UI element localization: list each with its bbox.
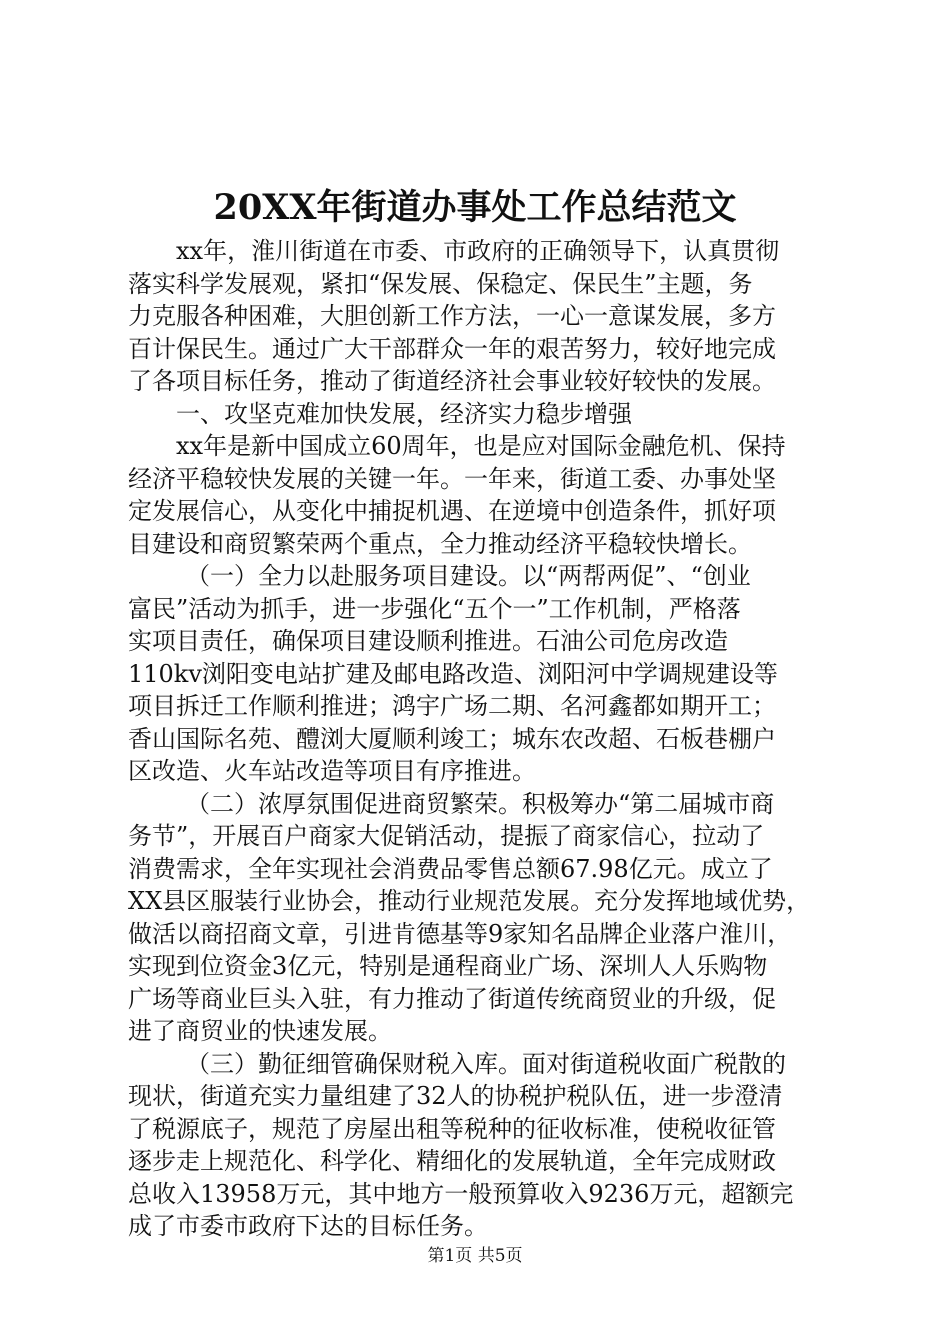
text-line: （二）浓厚氛围促进商贸繁荣。积极筹办“第二届城市商 [186,789,775,818]
text-line: 区改造、火车站改造等项目有序推进。 [128,757,536,785]
text-line: 做活以商招商文章，引进肯德基等9家知名品牌企业落户淮川， [128,919,792,948]
text-line: 总收入13958万元，其中地方一般预算收入9236万元，超额完 [128,1179,794,1208]
text-line: 了税源底子，规范了房屋出租等税种的征收标准，使税收征管 [128,1114,776,1143]
text-line: 实项目责任，确保项目建设顺利推进。石油公司危房改造 [128,627,728,655]
text-line: 目建设和商贸繁荣两个重点，全力推动经济平稳较快增长。 [128,529,752,558]
text-line: xx年，淮川街道在市委、市政府的正确领导下，认真贯彻 [176,237,780,265]
text-line: 进了商贸业的快速发展。 [128,1017,392,1045]
text-line: 成了市委市政府下达的目标任务。 [128,1212,488,1240]
text-line: 经济平稳较快发展的关键一年。一年来，街道工委、办事处坚 [128,464,776,493]
text-line: 力克服各种困难，大胆创新工作方法，一心一意谋发展，多方 [128,302,776,330]
document-title: 20XX年街道办事处工作总结范文 [213,187,737,228]
text-line: 香山国际名苑、醴浏大厦顺利竣工；城东农改超、石板巷棚户 [128,724,776,753]
text-line: （三）勤征细管确保财税入库。面对街道税收面广税散的 [186,1049,786,1078]
text-line: 110kv浏阳变电站扩建及邮电路改造、浏阳河中学调规建设等 [128,659,778,688]
text-line: 广场等商业巨头入驻，有力推动了街道传统商贸业的升级，促 [128,984,776,1013]
text-line: 百计保民生。通过广大干部群众一年的艰苦努力，较好地完成 [128,334,776,363]
text-line: 现状，街道充实力量组建了32人的协税护税队伍，进一步澄清 [128,1082,783,1110]
text-line: 项目拆迁工作顺利推进；鸿宇广场二期、名河鑫都如期开工； [128,692,776,720]
text-line: 了各项目标任务，推动了街道经济社会事业较好较快的发展。 [128,367,776,395]
text-line: 定发展信心，从变化中捕捉机遇、在逆境中创造条件，抓好项 [128,497,776,525]
text-line: XX县区服装行业协会，推动行业规范发展。充分发挥地域优势， [128,887,811,915]
text-line: xx年是新中国成立60周年，也是应对国际金融危机、保持 [176,432,786,460]
document-body [128,235,828,1243]
text-line: 实现到位资金3亿元，特别是通程商业广场、深圳人人乐购物 [128,952,768,980]
text-line: 富民”活动为抓手，进一步强化“五个一”工作机制，严格落 [128,594,741,623]
text-line: 一、攻坚克难加快发展，经济实力稳步增强 [176,399,632,428]
text-line: 务节”，开展百户商家大促销活动，提振了商家信心，拉动了 [128,822,765,850]
text-line: （一）全力以赴服务项目建设。以“两帮两促”、“创业 [186,562,751,590]
text-line: 落实科学发展观，紧扣“保发展、保稳定、保民生”主题，务 [128,269,753,298]
page-number-footer: 第1页 共5页 [427,1246,523,1266]
text-line: 逐步走上规范化、科学化、精细化的发展轨道，全年完成财政 [128,1147,776,1175]
text-line: 消费需求，全年实现社会消费品零售总额67.98亿元。成立了 [128,854,773,883]
